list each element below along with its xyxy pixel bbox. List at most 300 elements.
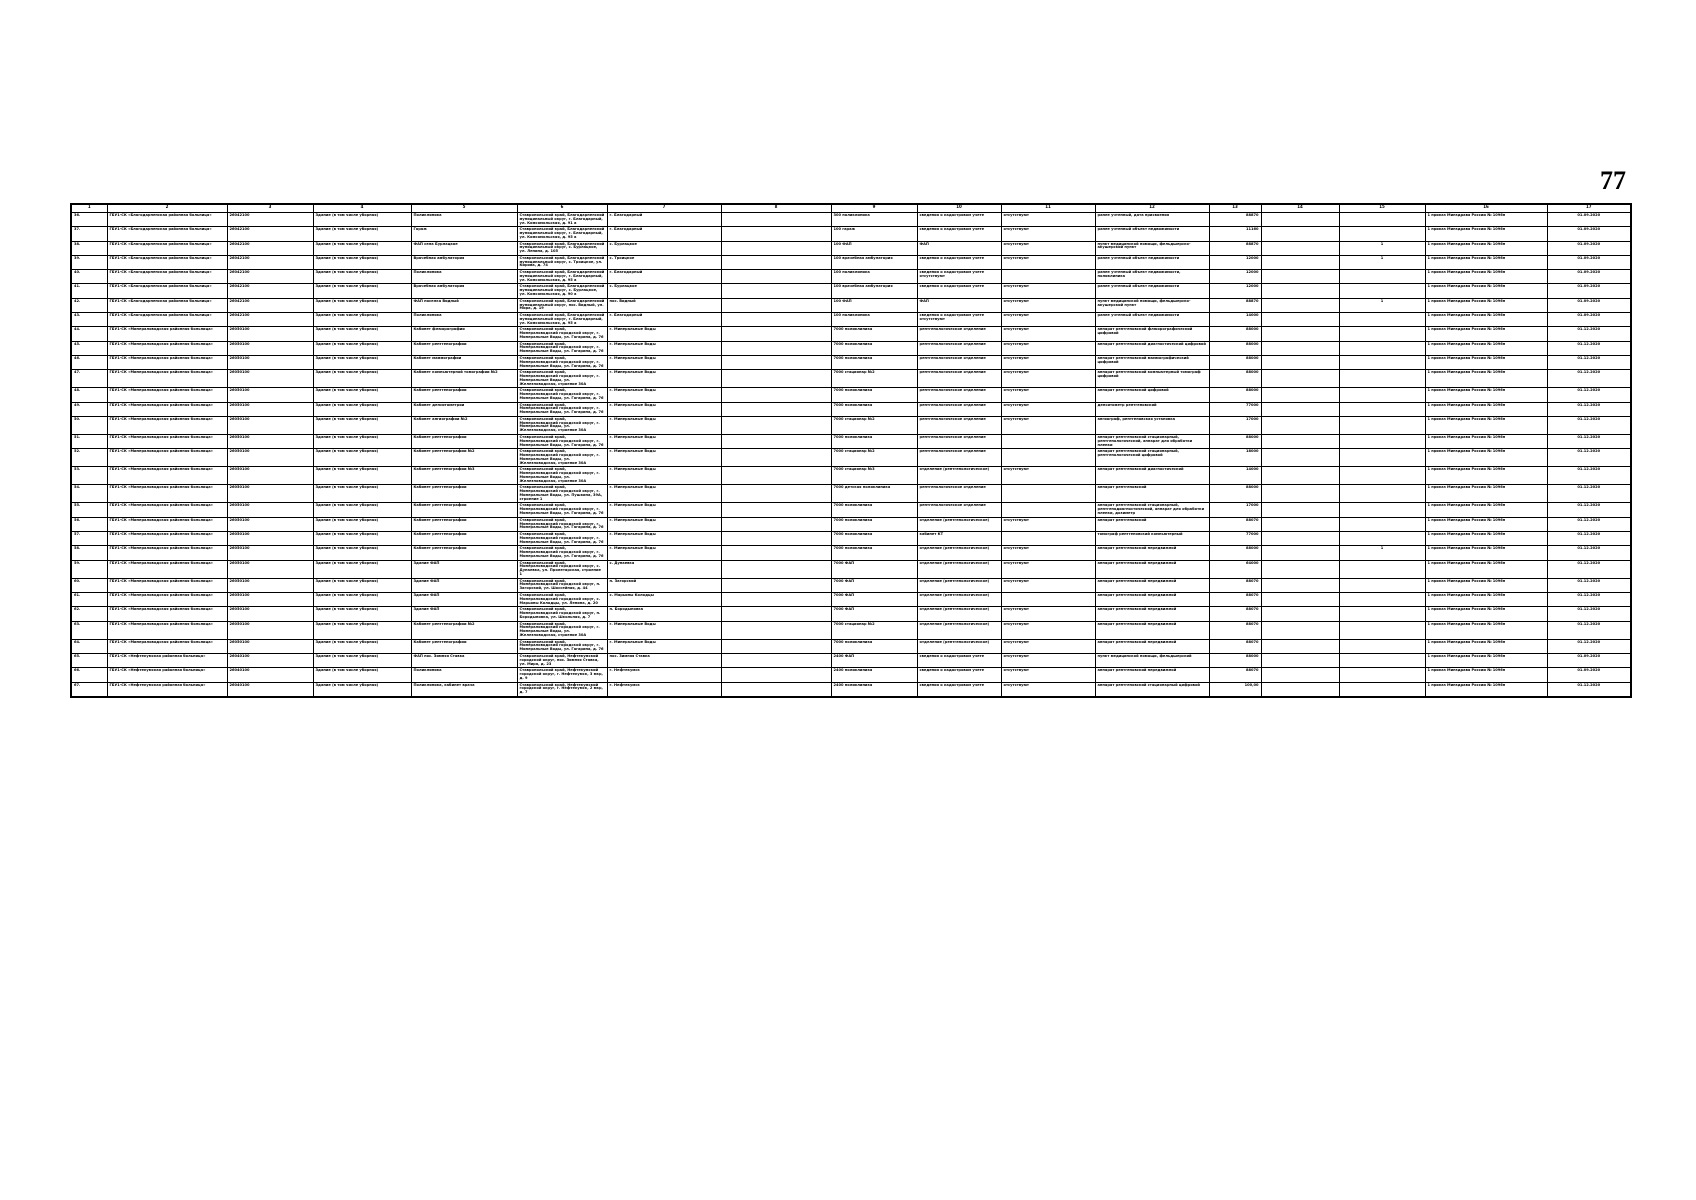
table-cell-col-13: 64000 xyxy=(1209,560,1261,578)
table-cell-col-16: 1 приказ Минздрава России № 1096н xyxy=(1425,532,1547,546)
table-cell-col-8 xyxy=(721,639,831,653)
table-cell-col-15 xyxy=(1339,639,1425,653)
table-cell-col-15 xyxy=(1339,578,1425,592)
table-cell-col-6: Ставропольский край, Благодарненский муниципальный округ, пос. Видный, ул. Мира, д. 19 xyxy=(517,298,607,312)
table-cell-col-8 xyxy=(721,503,831,517)
table-cell-col-16: 1 приказ Минздрава России № 1096н xyxy=(1425,546,1547,560)
table-cell-col-5: Кабинет ангиографии №2 xyxy=(411,416,517,434)
table-cell-col-6: Ставропольский край, Минераловодский городской округ, г. Минеральные Воды, ул. Железноводская, строение 30А xyxy=(517,467,607,485)
table-cell-col-14 xyxy=(1261,270,1339,284)
table-cell-col-17: 01.12.2020 xyxy=(1547,532,1631,546)
table-cell-col-15 xyxy=(1339,355,1425,369)
table-cell-col-16: 1 приказ Минздрава России № 1096н xyxy=(1425,298,1547,312)
table-cell-col-11: отсутствуют xyxy=(1001,682,1095,697)
table-cell-col-3: 26050100 xyxy=(227,388,313,402)
table-cell-col-7: г. Минеральные Воды xyxy=(607,621,721,639)
table-cell-col-3: 26050100 xyxy=(227,532,313,546)
table-cell-col-1: 46. xyxy=(71,355,107,369)
table-cell-col-3: 26050100 xyxy=(227,355,313,369)
table-cell-col-9: 7000 поликлиника xyxy=(831,639,917,653)
table-cell-col-9: 7000 стационар №3 xyxy=(831,467,917,485)
table-cell-col-14 xyxy=(1261,241,1339,255)
table-cell-col-7: г. Нефтекумск xyxy=(607,668,721,682)
table-cell-col-16: 1 приказ Минздрава России № 1096н xyxy=(1425,341,1547,355)
table-cell-col-3: 26050100 xyxy=(227,578,313,592)
table-cell-col-15: 1 xyxy=(1339,546,1425,560)
column-header-13: 13 xyxy=(1209,204,1261,213)
table-cell-col-11: отсутствуют xyxy=(1001,255,1095,269)
table-cell-col-7: г. Минеральные Воды xyxy=(607,388,721,402)
table-cell-col-15 xyxy=(1339,270,1425,284)
table-cell-col-13: 88070 xyxy=(1209,517,1261,531)
table-cell-col-5: Кабинет рентгенографии xyxy=(411,341,517,355)
table-cell-col-16: 1 приказ Минздрава России № 1096н xyxy=(1425,682,1547,697)
column-header-7: 7 xyxy=(607,204,721,213)
table-row xyxy=(71,341,1631,355)
table-cell-col-16: 1 приказ Минздрава России № 1096н xyxy=(1425,593,1547,607)
table-row xyxy=(71,653,1631,667)
table-cell-col-9: 7000 поликлиника xyxy=(831,546,917,560)
table-cell-col-16: 1 приказ Минздрава России № 1096н xyxy=(1425,284,1547,298)
table-cell-col-8 xyxy=(721,227,831,241)
table-cell-col-7: г. Благодарный xyxy=(607,227,721,241)
table-cell-col-2: ГБУ1-СК «Минераловодская районная больница» xyxy=(107,546,227,560)
table-cell-col-2: ГБУ1-СК «Минераловодская районная больница» xyxy=(107,402,227,416)
table-cell-col-14 xyxy=(1261,503,1339,517)
table-cell-col-16: 1 приказ Минздрава России № 1096н xyxy=(1425,270,1547,284)
table-cell-col-1: 43. xyxy=(71,313,107,327)
table-cell-col-4: Здание (в том числе уборная) xyxy=(313,621,411,639)
table-cell-col-14 xyxy=(1261,682,1339,697)
table-cell-col-12: аппарат рентгеновский флюорографический цифровой xyxy=(1095,327,1209,341)
table-cell-col-9: 300 поликлиника xyxy=(831,213,917,227)
table-cell-col-6: Ставропольский край, Минераловодский городской округ, г. Минеральные Воды, ул. Пушкина, 39А, строение 1 xyxy=(517,485,607,503)
table-cell-col-8 xyxy=(721,560,831,578)
table-cell-col-16: 1 приказ Минздрава России № 1096н xyxy=(1425,517,1547,531)
table-cell-col-9: 100 гараж xyxy=(831,227,917,241)
table-cell-col-13: 100,00 xyxy=(1209,682,1261,697)
table-cell-col-4: Здание (в том числе уборная) xyxy=(313,270,411,284)
table-row xyxy=(71,503,1631,517)
table-cell-col-10: отделение (рентгенологическое) xyxy=(917,560,1001,578)
table-cell-col-5: Кабинет рентгенографии №2 xyxy=(411,449,517,467)
table-cell-col-5: Здание ФАП xyxy=(411,593,517,607)
table-cell-col-17: 01.12.2020 xyxy=(1547,503,1631,517)
table-cell-col-11: отсутствуют xyxy=(1001,241,1095,255)
table-cell-col-7: пос. Видный xyxy=(607,298,721,312)
table-cell-col-3: 26042100 xyxy=(227,270,313,284)
table-cell-col-4: Здание (в том числе уборная) xyxy=(313,485,411,503)
table-cell-col-6: Ставропольский край, Минераловодский городской округ, г. Минеральные Воды, ул. Гагарина, д. 76 xyxy=(517,355,607,369)
table-cell-col-6: Ставропольский край, Минераловодский городской округ, г. Минеральные Воды, ул. Гагарина, д. 76 xyxy=(517,546,607,560)
table-cell-col-9: 7000 поликлиника xyxy=(831,327,917,341)
table-cell-col-16: 1 приказ Минздрава России № 1096н xyxy=(1425,503,1547,517)
table-cell-col-14 xyxy=(1261,593,1339,607)
table-cell-col-14 xyxy=(1261,621,1339,639)
table-cell-col-2: ГБУ1-СК «Минераловодская районная больница» xyxy=(107,388,227,402)
table-cell-col-15 xyxy=(1339,341,1425,355)
table-cell-col-6: Ставропольский край, Благодарненский муниципальный округ, г. Благодарный, ул. Комсомольская, д. 91 а xyxy=(517,213,607,227)
table-cell-col-17: 01.12.2020 xyxy=(1547,402,1631,416)
table-cell-col-17: 01.12.2020 xyxy=(1547,434,1631,448)
table-cell-col-6: Ставропольский край, Благодарненский муниципальный округ, г. Благодарный, ул. Комсомольская, д. 95 а xyxy=(517,227,607,241)
table-cell-col-10: сведения о кадастровом учете xyxy=(917,255,1001,269)
column-header-1: 1 xyxy=(71,204,107,213)
table-cell-col-6: Ставропольский край, Минераловодский городской округ, г. Минеральные Воды, ул. Железноводская, строение 30А xyxy=(517,416,607,434)
table-cell-col-4: Здание (в том числе уборная) xyxy=(313,313,411,327)
table-cell-col-5: Поликлиника xyxy=(411,270,517,284)
table-cell-col-15 xyxy=(1339,467,1425,485)
table-cell-col-9: 100 ФАП xyxy=(831,298,917,312)
table-row xyxy=(71,298,1631,312)
table-cell-col-3: 26050100 xyxy=(227,503,313,517)
table-cell-col-1: 42. xyxy=(71,298,107,312)
table-cell-col-1: 66. xyxy=(71,668,107,682)
table-cell-col-8 xyxy=(721,270,831,284)
table-cell-col-2: ГБУ1-СК «Минераловодская районная больница» xyxy=(107,621,227,639)
table-cell-col-6: Ставропольский край, Нефтекумский городской округ, пос. Зимняя Ставка, ул. Мира, д. 23 xyxy=(517,653,607,667)
table-cell-col-9: 100 поликлиника xyxy=(831,313,917,327)
table-cell-col-1: 50. xyxy=(71,416,107,434)
table-cell-col-17: 01.09.2020 xyxy=(1547,284,1631,298)
table-cell-col-4: Здание (в том числе уборная) xyxy=(313,682,411,697)
table-cell-col-17: 01.12.2020 xyxy=(1547,327,1631,341)
table-cell-col-14 xyxy=(1261,388,1339,402)
table-cell-col-9: 7000 поликлиника xyxy=(831,402,917,416)
table-cell-col-7: г. Минеральные Воды xyxy=(607,532,721,546)
table-cell-col-5: Кабинет рентгенографии xyxy=(411,639,517,653)
table-cell-col-17: 01.12.2020 xyxy=(1547,639,1631,653)
table-cell-col-15 xyxy=(1339,213,1425,227)
table-cell-col-6: Ставропольский край, Минераловодский городской округ, п. Бородыновка, ул. Школьная, д. 7 xyxy=(517,607,607,621)
table-cell-col-4: Здание (в том числе уборная) xyxy=(313,355,411,369)
table-cell-col-9: 7000 ФАП xyxy=(831,578,917,592)
table-cell-col-9: 7000 детская поликлиника xyxy=(831,485,917,503)
table-cell-col-2: ГБУ1-СК «Благодарненская районная больница» xyxy=(107,298,227,312)
table-cell-col-10: ФАП xyxy=(917,298,1001,312)
column-header-5: 5 xyxy=(411,204,517,213)
table-cell-col-6: Ставропольский край, Минераловодский городской округ, с. Марьины Колодцы, ул. Ленина, д. 20 xyxy=(517,593,607,607)
table-cell-col-14 xyxy=(1261,668,1339,682)
table-cell-col-16: 1 приказ Минздрава России № 1096н xyxy=(1425,241,1547,255)
table-cell-col-3: 26040100 xyxy=(227,682,313,697)
table-cell-col-1: 51. xyxy=(71,434,107,448)
table-cell-col-13: 88000 xyxy=(1209,485,1261,503)
table-cell-col-13: 88000 xyxy=(1209,388,1261,402)
table-row xyxy=(71,355,1631,369)
table-cell-col-11 xyxy=(1001,503,1095,517)
table-row xyxy=(71,270,1631,284)
table-cell-col-5: Кабинет компьютерной томографии №2 xyxy=(411,370,517,388)
table-cell-col-10: сведения о кадастровом учете отсутствуют xyxy=(917,270,1001,284)
table-cell-col-2: ГБУ1-СК «Минераловодская районная больница» xyxy=(107,639,227,653)
registry-table-wrap xyxy=(70,203,1630,698)
table-cell-col-5: Кабинет рентгенографии №2 xyxy=(411,621,517,639)
table-cell-col-10: рентгенологическое отделение xyxy=(917,449,1001,467)
table-cell-col-8 xyxy=(721,621,831,639)
table-cell-col-12: денситометр рентгеновский xyxy=(1095,402,1209,416)
table-cell-col-7: г. Минеральные Воды xyxy=(607,546,721,560)
table-cell-col-11: отсутствуют xyxy=(1001,621,1095,639)
table-cell-col-12: ранее учтенный объект недвижимости, поликлиника xyxy=(1095,270,1209,284)
table-cell-col-15 xyxy=(1339,653,1425,667)
table-cell-col-10: отделение (рентгенологическое) xyxy=(917,593,1001,607)
table-cell-col-1: 49. xyxy=(71,402,107,416)
table-cell-col-3: 26050100 xyxy=(227,546,313,560)
table-cell-col-10: рентгенологическое отделение xyxy=(917,355,1001,369)
table-cell-col-3: 26050100 xyxy=(227,327,313,341)
table-cell-col-17: 01.12.2020 xyxy=(1547,355,1631,369)
table-cell-col-12: аппарат рентгеновский передвижной xyxy=(1095,621,1209,639)
table-cell-col-6: Ставропольский край, Минераловодский городской округ, г. Минеральные Воды, ул. Гагарина, д. 76 xyxy=(517,388,607,402)
table-cell-col-13: 18000 xyxy=(1209,449,1261,467)
table-cell-col-2: ГБУ1-СК «Нефтекумская районная больница» xyxy=(107,653,227,667)
table-cell-col-7: с. Дунаевка xyxy=(607,560,721,578)
column-header-15: 15 xyxy=(1339,204,1425,213)
table-cell-col-1: 61. xyxy=(71,593,107,607)
table-cell-col-13: 88000 xyxy=(1209,434,1261,448)
table-cell-col-10: отделение (рентгенологическое) xyxy=(917,621,1001,639)
table-cell-col-14 xyxy=(1261,532,1339,546)
table-cell-col-17: 01.09.2020 xyxy=(1547,270,1631,284)
table-row xyxy=(71,327,1631,341)
table-cell-col-12: ангиограф, рентгеновская установка xyxy=(1095,416,1209,434)
table-cell-col-14 xyxy=(1261,255,1339,269)
table-cell-col-4: Здание (в том числе уборная) xyxy=(313,517,411,531)
table-row xyxy=(71,485,1631,503)
header-row xyxy=(71,204,1631,213)
table-cell-col-7: г. Минеральные Воды xyxy=(607,639,721,653)
table-cell-col-4: Здание (в том числе уборная) xyxy=(313,416,411,434)
table-cell-col-13: 88000 xyxy=(1209,546,1261,560)
table-row xyxy=(71,621,1631,639)
table-cell-col-11: отсутствуют xyxy=(1001,668,1095,682)
table-cell-col-13: 88000 xyxy=(1209,370,1261,388)
table-cell-col-7: г. Минеральные Воды xyxy=(607,341,721,355)
table-cell-col-14 xyxy=(1261,560,1339,578)
table-cell-col-1: 60. xyxy=(71,578,107,592)
table-cell-col-7: пос. Зимняя Ставка xyxy=(607,653,721,667)
table-cell-col-5: Кабинет рентгенографии xyxy=(411,388,517,402)
table-cell-col-8 xyxy=(721,682,831,697)
table-cell-col-8 xyxy=(721,341,831,355)
table-cell-col-11: отсутствуют xyxy=(1001,546,1095,560)
table-cell-col-7: п. Загорский xyxy=(607,578,721,592)
table-cell-col-4: Здание (в том числе уборная) xyxy=(313,578,411,592)
table-cell-col-11: отсутствуют xyxy=(1001,517,1095,531)
table-cell-col-17: 01.12.2020 xyxy=(1547,607,1631,621)
table-cell-col-8 xyxy=(721,653,831,667)
table-cell-col-3: 26050100 xyxy=(227,341,313,355)
table-cell-col-1: 53. xyxy=(71,467,107,485)
table-cell-col-5: Кабинет рентгенографии xyxy=(411,434,517,448)
table-cell-col-5: Врачебная амбулатория xyxy=(411,255,517,269)
table-cell-col-10: сведения о кадастровом учете xyxy=(917,213,1001,227)
table-cell-col-6: Ставропольский край, Благодарненский муниципальный округ, с. Троицкое, ул. Кирова, д. 74 xyxy=(517,255,607,269)
table-cell-col-9: 2400 поликлиника xyxy=(831,668,917,682)
table-cell-col-10: отделение (рентгенологическое) xyxy=(917,607,1001,621)
table-cell-col-9: 2400 поликлиника xyxy=(831,682,917,697)
table-cell-col-14 xyxy=(1261,355,1339,369)
table-cell-col-8 xyxy=(721,668,831,682)
table-cell-col-2: ГБУ1-СК «Минераловодская районная больница» xyxy=(107,532,227,546)
table-cell-col-7: г. Минеральные Воды xyxy=(607,370,721,388)
table-cell-col-16: 1 приказ Минздрава России № 1096н xyxy=(1425,402,1547,416)
table-cell-col-14 xyxy=(1261,467,1339,485)
table-cell-col-6: Ставропольский край, Благодарненский муниципальный округ, г. Благодарный, ул. Комсомольская, д. 95 а xyxy=(517,270,607,284)
table-cell-col-4: Здание (в том числе уборная) xyxy=(313,227,411,241)
table-cell-col-13: 14000 xyxy=(1209,467,1261,485)
column-header-10: 10 xyxy=(917,204,1001,213)
table-cell-col-12: пункт медицинской помощи, фельдшерско-акушерский пункт xyxy=(1095,241,1209,255)
table-cell-col-1: 54. xyxy=(71,485,107,503)
table-cell-col-17: 01.12.2020 xyxy=(1547,416,1631,434)
table-cell-col-9: 100 ФАП xyxy=(831,241,917,255)
table-cell-col-17: 01.12.2020 xyxy=(1547,560,1631,578)
column-header-17: 17 xyxy=(1547,204,1631,213)
table-cell-col-17: 01.12.2020 xyxy=(1547,682,1631,697)
table-cell-col-11: отсутствуют xyxy=(1001,578,1095,592)
table-cell-col-3: 26050100 xyxy=(227,370,313,388)
table-cell-col-10: сведения о кадастровом учете отсутствуют xyxy=(917,313,1001,327)
table-cell-col-1: 57. xyxy=(71,532,107,546)
table-row xyxy=(71,607,1631,621)
table-cell-col-5: ФАП села Бурлацкое xyxy=(411,241,517,255)
table-cell-col-15 xyxy=(1339,593,1425,607)
table-cell-col-5: Кабинет маммографии xyxy=(411,355,517,369)
table-cell-col-12: аппарат рентгеновский передвижной xyxy=(1095,560,1209,578)
table-cell-col-9: 7000 ФАП xyxy=(831,560,917,578)
table-cell-col-6: Ставропольский край, Нефтекумский городской округ, г. Нефтекумск, 2 мкр, д. 7 xyxy=(517,682,607,697)
table-row xyxy=(71,402,1631,416)
table-cell-col-13: 77000 xyxy=(1209,402,1261,416)
table-cell-col-1: 47. xyxy=(71,370,107,388)
table-cell-col-11: отсутствуют xyxy=(1001,639,1095,653)
table-cell-col-8 xyxy=(721,532,831,546)
table-cell-col-14 xyxy=(1261,213,1339,227)
table-cell-col-9: 7000 поликлиника xyxy=(831,434,917,448)
table-row xyxy=(71,284,1631,298)
table-cell-col-11: отсутствуют xyxy=(1001,370,1095,388)
table-cell-col-13: 88070 xyxy=(1209,621,1261,639)
table-cell-col-9: 7000 поликлиника xyxy=(831,532,917,546)
table-cell-col-16: 1 приказ Минздрава России № 1096н xyxy=(1425,560,1547,578)
table-cell-col-15 xyxy=(1339,532,1425,546)
table-cell-col-3: 26042100 xyxy=(227,284,313,298)
table-cell-col-16: 1 приказ Минздрава России № 1096н xyxy=(1425,578,1547,592)
table-cell-col-13: 88070 xyxy=(1209,607,1261,621)
table-cell-col-17: 01.12.2020 xyxy=(1547,370,1631,388)
table-cell-col-8 xyxy=(721,593,831,607)
table-cell-col-10: отделение (рентгенологическое) xyxy=(917,517,1001,531)
table-cell-col-16: 1 приказ Минздрава России № 1096н xyxy=(1425,416,1547,434)
table-row xyxy=(71,434,1631,448)
table-cell-col-11: отсутствуют xyxy=(1001,227,1095,241)
table-cell-col-4: Здание (в том числе уборная) xyxy=(313,607,411,621)
table-cell-col-15 xyxy=(1339,621,1425,639)
table-cell-col-17: 01.12.2020 xyxy=(1547,388,1631,402)
table-cell-col-10: сведения о кадастровом учете xyxy=(917,668,1001,682)
table-cell-col-2: ГБУ1-СК «Минераловодская районная больница» xyxy=(107,593,227,607)
table-cell-col-16: 1 приказ Минздрава России № 1096н xyxy=(1425,653,1547,667)
table-cell-col-17: 01.09.2020 xyxy=(1547,227,1631,241)
table-cell-col-7: с. Марьины Колодцы xyxy=(607,593,721,607)
table-cell-col-7: г. Минеральные Воды xyxy=(607,355,721,369)
table-row xyxy=(71,370,1631,388)
table-cell-col-17: 01.12.2020 xyxy=(1547,578,1631,592)
table-cell-col-4: Здание (в том числе уборная) xyxy=(313,298,411,312)
table-row xyxy=(71,546,1631,560)
table-row xyxy=(71,560,1631,578)
table-cell-col-14 xyxy=(1261,416,1339,434)
table-row xyxy=(71,517,1631,531)
table-cell-col-14 xyxy=(1261,434,1339,448)
table-row xyxy=(71,313,1631,327)
table-cell-col-14 xyxy=(1261,546,1339,560)
table-cell-col-7: г. Благодарный xyxy=(607,313,721,327)
table-cell-col-2: ГБУ1-СК «Нефтекумская районная больница» xyxy=(107,682,227,697)
table-cell-col-3: 26050100 xyxy=(227,434,313,448)
table-cell-col-4: Здание (в том числе уборная) xyxy=(313,639,411,653)
table-cell-col-10: рентгенологическое отделение xyxy=(917,485,1001,503)
table-cell-col-13: 11160 xyxy=(1209,227,1261,241)
table-cell-col-16: 1 приказ Минздрава России № 1096н xyxy=(1425,388,1547,402)
table-cell-col-7: г. Благодарный xyxy=(607,213,721,227)
registry-table xyxy=(70,203,1632,698)
table-cell-col-15 xyxy=(1339,370,1425,388)
table-cell-col-10: отделение (рентгенологическое) xyxy=(917,639,1001,653)
table-cell-col-17: 01.12.2020 xyxy=(1547,341,1631,355)
table-cell-col-15 xyxy=(1339,668,1425,682)
table-cell-col-17: 01.12.2020 xyxy=(1547,593,1631,607)
table-cell-col-13: 88000 xyxy=(1209,341,1261,355)
table-cell-col-2: ГБУ1-СК «Минераловодская районная больница» xyxy=(107,327,227,341)
table-cell-col-2: ГБУ1-СК «Минераловодская районная больница» xyxy=(107,416,227,434)
table-cell-col-2: ГБУ1-СК «Благодарненская районная больница» xyxy=(107,227,227,241)
table-cell-col-2: ГБУ1-СК «Благодарненская районная больница» xyxy=(107,241,227,255)
table-cell-col-9: 100 врачебная амбулатория xyxy=(831,284,917,298)
table-row xyxy=(71,213,1631,227)
table-cell-col-9: 7000 поликлиника xyxy=(831,388,917,402)
table-cell-col-7: с. Бурлацкое xyxy=(607,241,721,255)
table-cell-col-2: ГБУ1-СК «Минераловодская районная больница» xyxy=(107,467,227,485)
table-cell-col-13: 88000 xyxy=(1209,653,1261,667)
table-cell-col-12: аппарат рентгеновский передвижной xyxy=(1095,639,1209,653)
table-cell-col-1: 40. xyxy=(71,270,107,284)
table-cell-col-4: Здание (в том числе уборная) xyxy=(313,434,411,448)
table-cell-col-14 xyxy=(1261,639,1339,653)
table-cell-col-8 xyxy=(721,370,831,388)
table-cell-col-17: 01.09.2020 xyxy=(1547,241,1631,255)
table-cell-col-5: Здание ФАП xyxy=(411,560,517,578)
table-cell-col-2: ГБУ1-СК «Благодарненская районная больница» xyxy=(107,284,227,298)
table-cell-col-13: 88870 xyxy=(1209,298,1261,312)
table-cell-col-5: Кабинет рентгенографии xyxy=(411,503,517,517)
table-cell-col-14 xyxy=(1261,298,1339,312)
table-cell-col-16: 1 приказ Минздрава России № 1096н xyxy=(1425,227,1547,241)
table-cell-col-15: 1 xyxy=(1339,255,1425,269)
table-cell-col-13: 12000 xyxy=(1209,284,1261,298)
column-header-2: 2 xyxy=(107,204,227,213)
table-cell-col-11: отсутствуют xyxy=(1001,355,1095,369)
table-cell-col-12: пункт медицинской помощи, фельдшерский xyxy=(1095,653,1209,667)
table-cell-col-12: аппарат рентгеновский xyxy=(1095,485,1209,503)
table-cell-col-6: Ставропольский край, Минераловодский городской округ, г. Минеральные Воды, ул. Гагарина, д. 76 xyxy=(517,517,607,531)
table-cell-col-11: отсутствуют xyxy=(1001,298,1095,312)
table-cell-col-2: ГБУ1-СК «Благодарненская районная больница» xyxy=(107,255,227,269)
table-cell-col-17: 01.12.2020 xyxy=(1547,449,1631,467)
table-cell-col-14 xyxy=(1261,313,1339,327)
